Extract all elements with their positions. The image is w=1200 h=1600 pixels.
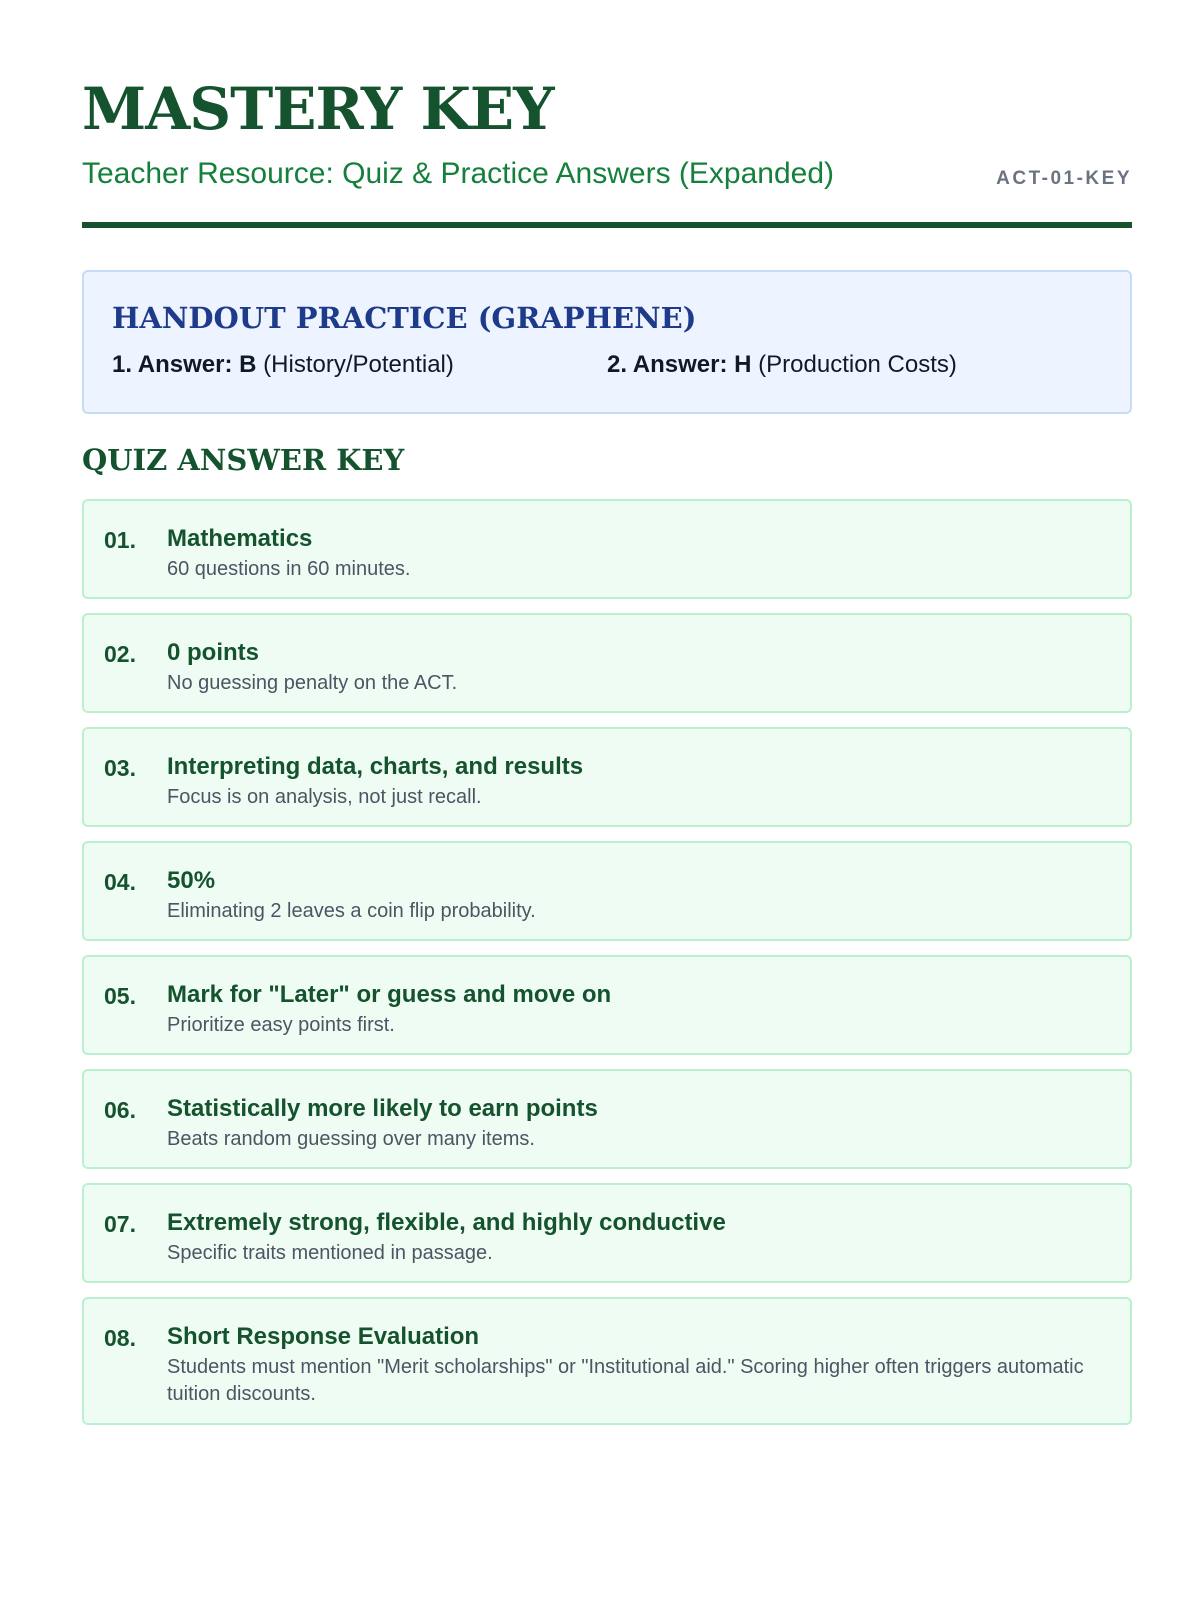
- question-note: 60 questions in 60 minutes.: [167, 557, 411, 580]
- question-note: Specific traits mentioned in passage.: [167, 1241, 493, 1264]
- question-number: 03.: [104, 754, 136, 781]
- handout-title: HANDOUT PRACTICE (GRAPHENE): [112, 300, 697, 335]
- question-number: 06.: [104, 1096, 136, 1123]
- quiz-answer-list: [82, 499, 1132, 1425]
- quiz-answer-item: [82, 727, 1132, 827]
- quiz-answer-item: [82, 1297, 1132, 1425]
- page-title: MASTERY KEY: [82, 75, 554, 143]
- question-answer: Short Response Evaluation: [167, 1322, 480, 1350]
- handout-answer-label: 1. Answer: B: [112, 350, 257, 378]
- question-note: Students must mention "Merit scholarships" or "Institutional aid." Scoring higher often triggers automatic tuition discounts.: [167, 1355, 1084, 1405]
- quiz-answer-item: [82, 499, 1132, 599]
- question-number: 08.: [104, 1324, 136, 1351]
- question-number: 07.: [104, 1210, 136, 1237]
- subtitle-row: [82, 156, 1132, 192]
- quiz-section-title: QUIZ ANSWER KEY: [82, 442, 405, 477]
- question-answer: Mark for "Later" or guess and move on: [167, 980, 612, 1008]
- question-answer: Statistically more likely to earn points: [167, 1094, 598, 1122]
- handout-answers: [112, 351, 1102, 379]
- question-number: 01.: [104, 526, 136, 553]
- answer-key-page: [82, 75, 1132, 1439]
- question-note: Beats random guessing over many items.: [167, 1127, 535, 1150]
- question-note: Prioritize easy points first.: [167, 1013, 395, 1036]
- quiz-answer-item: [82, 955, 1132, 1055]
- question-number: 02.: [104, 640, 136, 667]
- handout-practice-box: [82, 270, 1132, 414]
- header-divider: [82, 222, 1132, 228]
- question-note: No guessing penalty on the ACT.: [167, 671, 458, 694]
- quiz-answer-item: [82, 841, 1132, 941]
- handout-answer-2: [607, 351, 1102, 379]
- handout-answer-detail: (Production Costs): [758, 350, 957, 378]
- document-code: ACT-01-KEY: [996, 167, 1132, 189]
- quiz-answer-item: [82, 613, 1132, 713]
- question-answer: 0 points: [167, 638, 260, 666]
- handout-answer-label: 2. Answer: H: [607, 350, 752, 378]
- question-answer: Interpreting data, charts, and results: [167, 752, 584, 780]
- handout-answer-1: [112, 351, 607, 379]
- question-note: Eliminating 2 leaves a coin flip probability.: [167, 899, 536, 922]
- question-answer: 50%: [167, 866, 216, 894]
- question-answer: Mathematics: [167, 524, 313, 552]
- question-note: Focus is on analysis, not just recall.: [167, 785, 482, 808]
- quiz-answer-item: [82, 1183, 1132, 1283]
- page-subtitle: Teacher Resource: Quiz & Practice Answers (Expanded): [82, 156, 835, 190]
- question-number: 05.: [104, 982, 136, 1009]
- question-number: 04.: [104, 868, 136, 895]
- handout-answer-detail: (History/Potential): [263, 350, 454, 378]
- quiz-answer-item: [82, 1069, 1132, 1169]
- question-answer: Extremely strong, flexible, and highly conductive: [167, 1208, 726, 1236]
